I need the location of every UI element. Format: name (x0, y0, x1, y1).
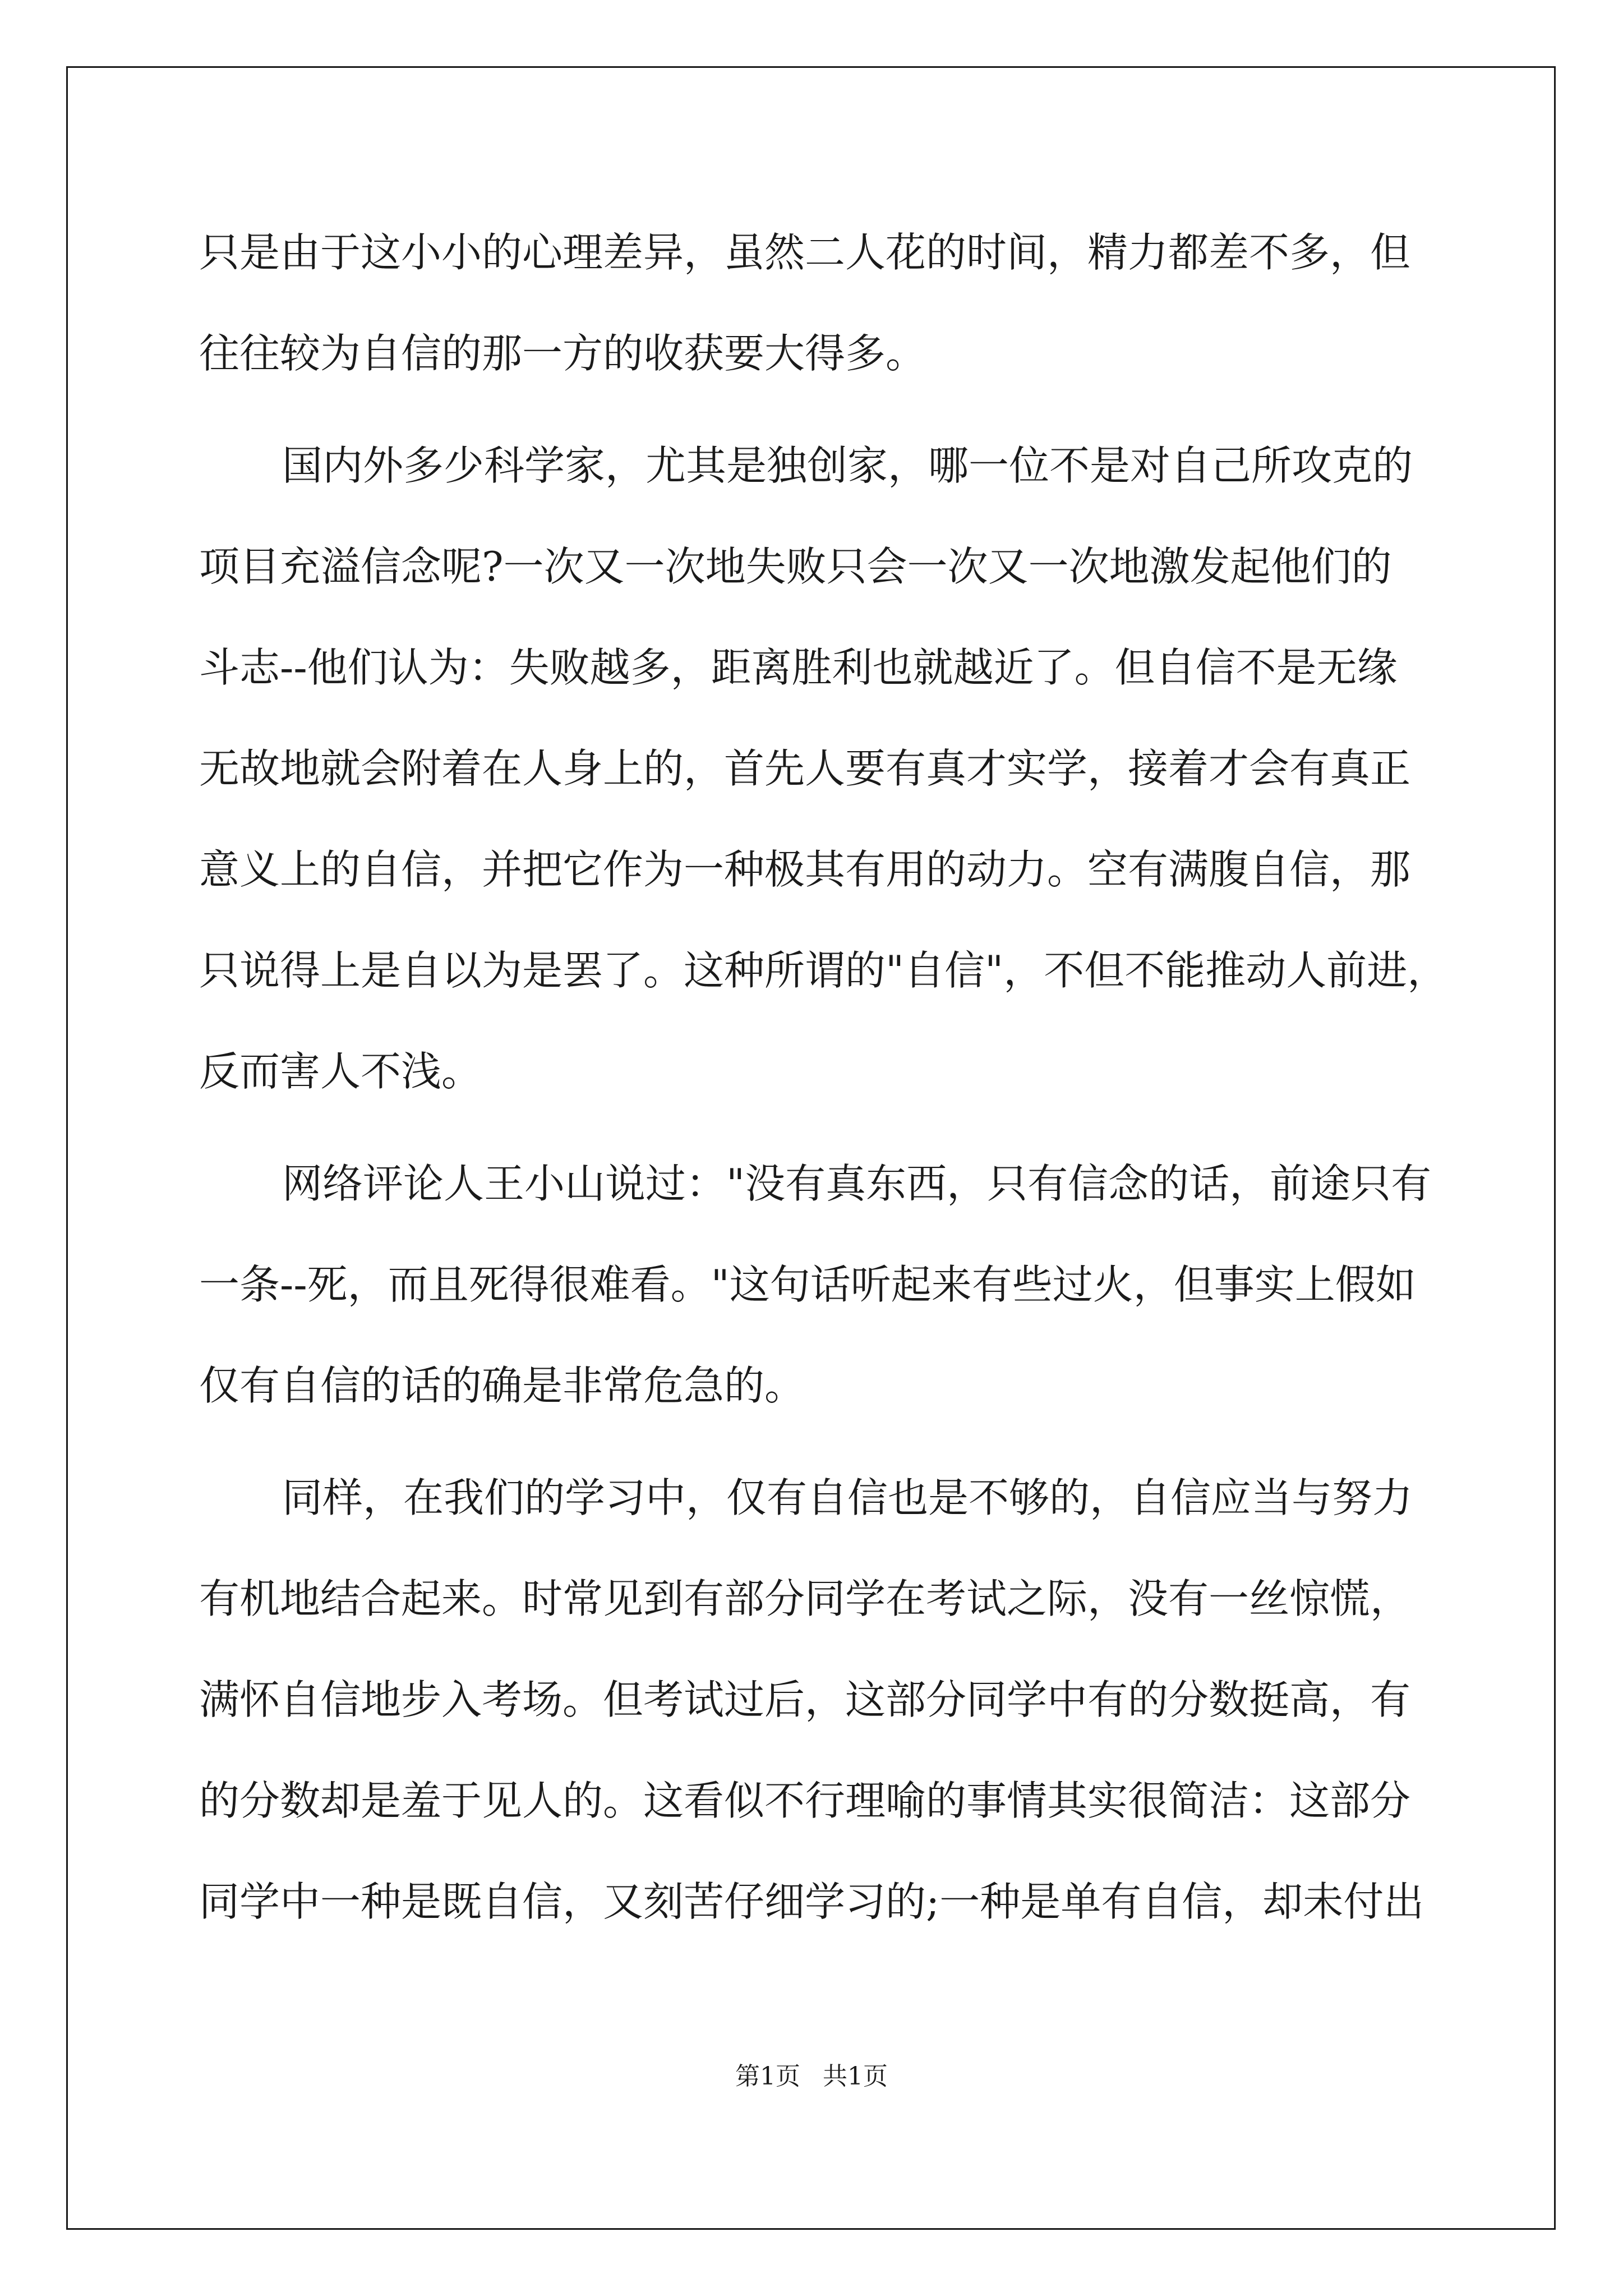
text-line: 斗志--他们认为：失败越多，距离胜利也就越近了。但自信不是无缘 (199, 644, 1398, 691)
text-line: 意义上的自信，并把它作为一种极其有用的动力。空有满腹自信，那 (199, 846, 1411, 893)
paragraph-2 (199, 415, 1461, 1122)
page-number-total: 共1页 (823, 2062, 888, 2091)
text-line: 往往较为自信的那一方的收获要大得多。 (199, 330, 926, 377)
text-line: 网络评论人王小山说过："没有真东西，只有信念的话，前途只有 (282, 1160, 1432, 1207)
text-line: 只是由于这小小的心理差异，虽然二人花的时间，精力都差不多，但 (199, 229, 1411, 276)
page-number-current: 第1页 (735, 2062, 800, 2091)
text-line: 的分数却是羞于见人的。这看似不行理喻的事情其实很简洁：这部分 (199, 1777, 1411, 1824)
text-line: 反而害人不浅。 (199, 1048, 482, 1095)
text-line: 有机地结合起来。时常见到有部分同学在考试之际，没有一丝惊慌， (199, 1575, 1411, 1622)
text-line: 仅有自信的话的确是非常危急的。 (199, 1362, 805, 1409)
text-line: 同样，在我们的学习中，仅有自信也是不够的，自信应当与努力 (282, 1474, 1413, 1521)
text-line: 项目充溢信念呢?一次又一次地失败只会一次又一次地激发起他们的 (199, 543, 1392, 590)
text-line: 只说得上是自以为是罢了。这种所谓的"自信"，不但不能推动人前进， (199, 947, 1448, 994)
text-line: 满怀自信地步入考场。但考试过后，这部分同学中有的分数挺高，有 (199, 1676, 1411, 1723)
paragraph-3 (199, 1133, 1461, 1436)
text-line: 国内外多少科学家，尤其是独创家，哪一位不是对自己所攻克的 (282, 442, 1413, 489)
paragraph-4 (199, 1447, 1461, 1952)
text-line: 同学中一种是既自信，又刻苦仔细学习的;一种是单有自信，却未付出 (199, 1878, 1424, 1925)
document-body (199, 202, 1461, 1952)
text-line: 一条--死，而且死得很难看。"这句话听起来有些过火，但事实上假如 (199, 1261, 1416, 1308)
paragraph-1 (199, 202, 1461, 404)
page-footer (0, 2056, 1623, 2092)
text-line: 无故地就会附着在人身上的，首先人要有真才实学，接着才会有真正 (199, 745, 1411, 792)
